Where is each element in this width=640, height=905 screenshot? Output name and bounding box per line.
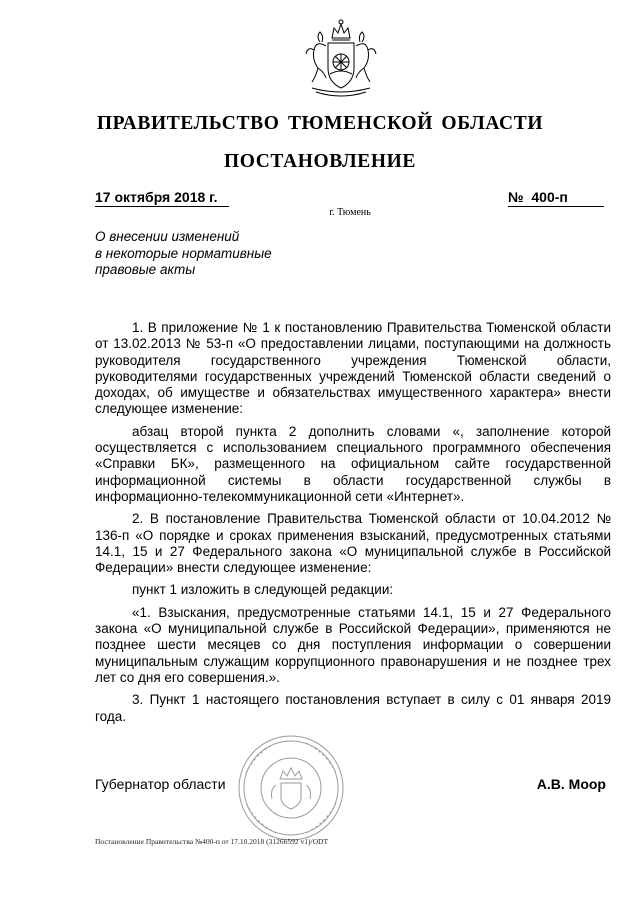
document-city: г. Тюмень [329,207,371,218]
document-subject [95,229,315,279]
subject-line: О внесении изменений [95,229,240,244]
subject-line: правовые акты [95,262,196,277]
document-date: 17 октября 2018 г. [95,189,229,207]
body-paragraph: пункт 1 изложить в следующей редакции: [132,582,394,598]
subject-line: в некоторые нормативные [95,245,272,261]
document-footer: Постановление Правительства №400-п от 17.10.2018 (31266592 v1)/ODT [95,837,329,846]
document-body [95,320,611,731]
official-seal-icon [236,733,346,843]
body-paragraph: 1. В приложение № 1 к постановлению Правительства Тюменской области от 13.02.2013 № 53-п «О предоставлении лицами, поступающими на должность руководителя государственного учреждения Тюменской области, руководителями государственных учреждений Тюменской области сведений о доходах, об имуществе и обязательствах имущественного характера» внести следующее изменение: [95,320,611,417]
organization-title: ПРАВИТЕЛЬСТВО ТЮМЕНСКОЙ ОБЛАСТИ [96,113,544,134]
document-number: № 400-п [508,189,604,207]
body-paragraph: 2. В постановление Правительства Тюменской области от 10.04.2012 № 136-п «О порядке и сроках применения взысканий, предусмотренных статьями 14.1, 15 и 27 Федерального закона «О муниципальной службе в Российской Федерации» внести следующее изменение: [95,511,611,576]
body-paragraph: абзац второй пункта 2 дополнить словами «, заполнение которой осуществляется с использованием специального программного обеспечения «Справки БК», размещенного на официальном сайте государственной информационной системы в области государственной службы в информационно-телекоммуникационной сети «Интернет». [95,423,611,504]
signatory-name: А.В. Моор [536,776,606,792]
document-type: ПОСТАНОВЛЕНИЕ [223,151,417,172]
coat-of-arms-icon [298,16,384,98]
body-paragraph: «1. Взыскания, предусмотренные статьями 14.1, 15 и 27 Федерального закона «О муниципальной службе в Российской Федерации», применяются не позднее шести месяцев со дня поступления информации о совершении муниципальным служащим коррупционного правонарушения и не позднее трех лет со дня его совершения.». [95,604,611,685]
body-paragraph: 3. Пункт 1 настоящего постановления вступает в силу с 01 января 2019 года. [95,692,611,724]
signatory-position: Губернатор области [95,776,226,792]
